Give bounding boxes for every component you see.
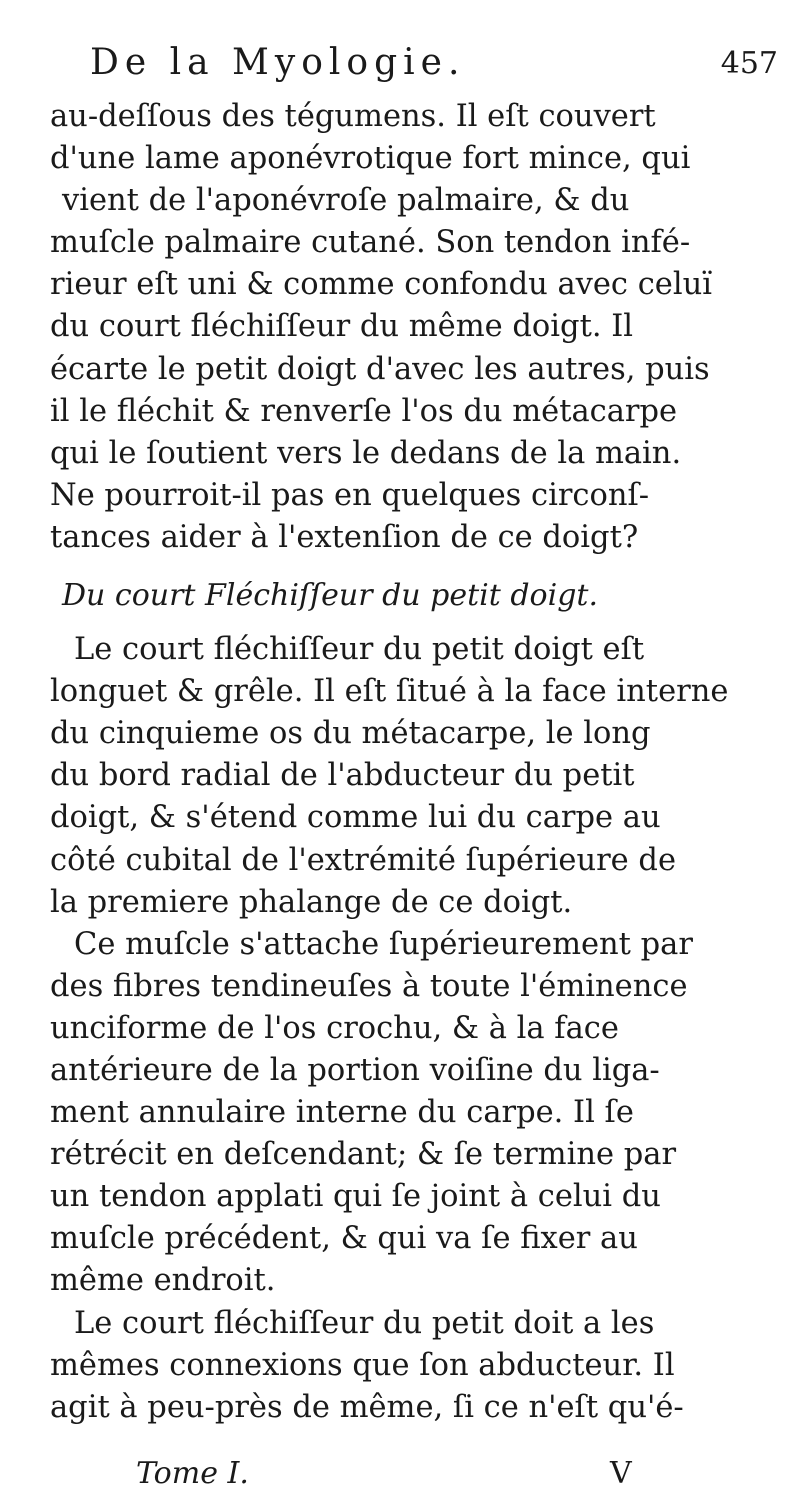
text-line: Ce muſcle s'attache ſupérieurement par — [74, 926, 693, 962]
volume-label: Tome I. — [136, 1456, 249, 1491]
text-line: des fibres tendineuſes à toute l'éminence — [50, 968, 688, 1004]
text-line: doigt, & s'étend comme lui du carpe au — [50, 800, 661, 836]
text-line: longuet & grêle. Il eſt ſitué à la face interne — [50, 674, 729, 710]
text-line: même endroit. — [50, 1263, 276, 1299]
text-line: muſcle palmaire cutané. Son tendon infé- — [50, 225, 691, 261]
text-line: écarte le petit doigt d'avec les autres, puis — [50, 351, 710, 387]
text-line: côté cubital de l'extrémité ſupérieure de — [50, 842, 676, 878]
page-header — [50, 36, 778, 96]
body-text — [50, 96, 778, 1429]
text-line: Le court fléchiſſeur du petit doit a les — [74, 1305, 655, 1341]
paragraph-3 — [50, 924, 778, 1303]
running-head: De la Myologie. — [90, 42, 466, 83]
text-line: ment annulaire interne du carpe. Il ſe — [50, 1095, 634, 1131]
text-line: du court fléchiſſeur du même doigt. Il — [50, 309, 634, 345]
page-footer — [50, 1456, 778, 1496]
text-line: muſcle précédent, & qui va ſe fixer au — [50, 1221, 638, 1257]
section-heading: Du court Fléchiſſeur du petit doigt. — [62, 578, 598, 614]
text-line: la premiere phalange de ce doigt. — [50, 884, 573, 920]
text-line: rétrécit en deſcendant; & ſe termine par — [50, 1137, 677, 1173]
text-line: mêmes connexions que ſon abducteur. Il — [50, 1347, 675, 1383]
page-number: 457 — [720, 46, 778, 81]
text-line: tances aider à l'extenſion de ce doigt? — [50, 519, 639, 555]
text-line: rieur eſt uni & comme confondu avec celuï — [50, 267, 712, 303]
paragraph-1 — [50, 96, 778, 559]
text-line: agit à peu-près de même, ſi ce n'eſt qu'é- — [50, 1389, 684, 1425]
paragraph-4 — [50, 1303, 778, 1429]
text-line: d'une lame aponévrotique fort mince, qui — [50, 141, 691, 177]
text-line: vient de l'aponévroſe palmaire, & du — [62, 183, 630, 219]
signature-mark: V — [610, 1456, 632, 1491]
text-line: au-deſſous des tégumens. Il eſt couvert — [50, 99, 656, 134]
text-line: du cinquieme os du métacarpe, le long — [50, 716, 651, 752]
text-line: Ne pourroit-il pas en quelques circonſ- — [50, 477, 650, 513]
text-line: qui le ſoutient vers le dedans de la main. — [50, 435, 682, 471]
text-line: il le fléchit & renverſe l'os du métacarpe — [50, 393, 678, 429]
text-line: Le court fléchiſſeur du petit doigt eſt — [74, 632, 645, 668]
paragraph-2 — [50, 629, 778, 924]
text-line: unciforme de l'os crochu, & à la face — [50, 1010, 619, 1046]
text-line: antérieure de la portion voiſine du liga- — [50, 1052, 660, 1088]
text-line: un tendon applati qui ſe joint à celui du — [50, 1179, 661, 1215]
book-page — [50, 0, 778, 1499]
text-line: du bord radial de l'abducteur du petit — [50, 758, 635, 794]
